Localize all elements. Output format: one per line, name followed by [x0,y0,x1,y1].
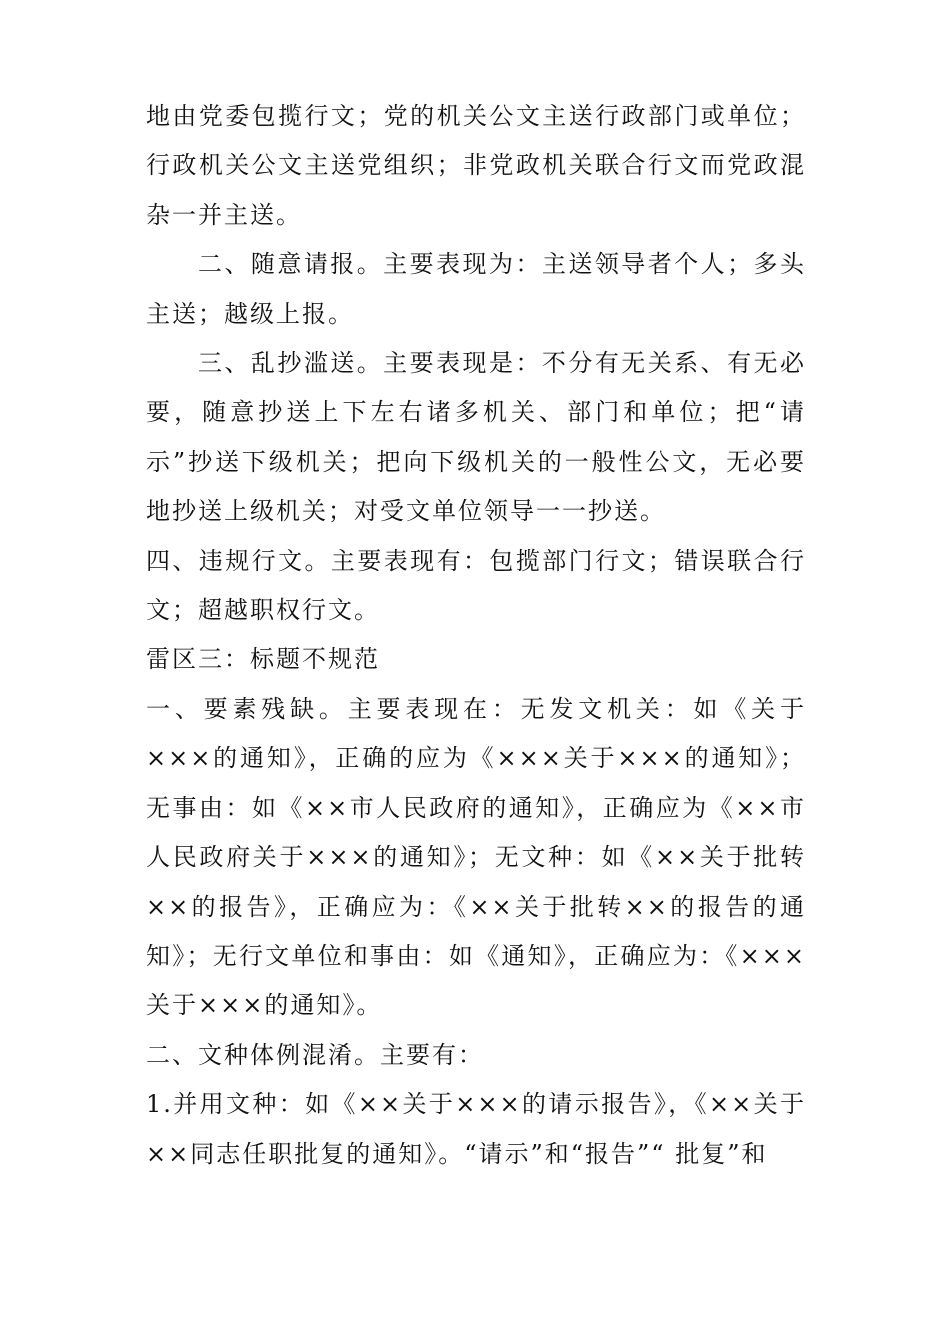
paragraph-combined-types: 1.并用文种：如《××关于×××的请示报告》，《××关于××同志任职批复的通知》。“请示”和“报告”“ 批复”和 [146,1090,806,1168]
document-body [146,92,806,1179]
paragraph-item-4: 四、违规行文。主要表现有：包揽部门行文；错误联合行文；超越职权行文。 [146,546,806,625]
paragraph-elements-missing: 一、要素残缺。主要表现在：无发文机关：如《关于×××的通知》，正确的应为《×××关于×××的通知》；无事由：如《××市人民政府的通知》，正确应为《××市人民政府关于×××的通知》；无文种：如《××关于批转××的报告》，正确应为：《××关于批转××的报告的通知》；无行文单位和事由：如《通知》，正确应为：《×××关于×××的通知》。 [146,694,806,1020]
paragraph-item-2: 二、随意请报。主要表现为：主送领导者个人；多头主送；越级上报。 [146,250,806,328]
paragraph-item-3: 三、乱抄滥送。主要表现是：不分有无关系、有无必要，随意抄送上下左右诸多机关、部门和单位；把“请示”抄送下级机关；把向下级机关的一般性公文，无必要地抄送上级机关；对受文单位领导一一抄送。 [146,349,806,526]
paragraph-type-confusion: 二、文种体例混淆。主要有： [146,1040,484,1069]
section-heading: 雷区三：标题不规范 [146,645,380,674]
paragraph-continuation: 地由党委包揽行文；党的机关公文主送行政部门或单位；行政机关公文主送党组织；非党政机关联合行文而党政混杂一并主送。 [146,102,806,229]
